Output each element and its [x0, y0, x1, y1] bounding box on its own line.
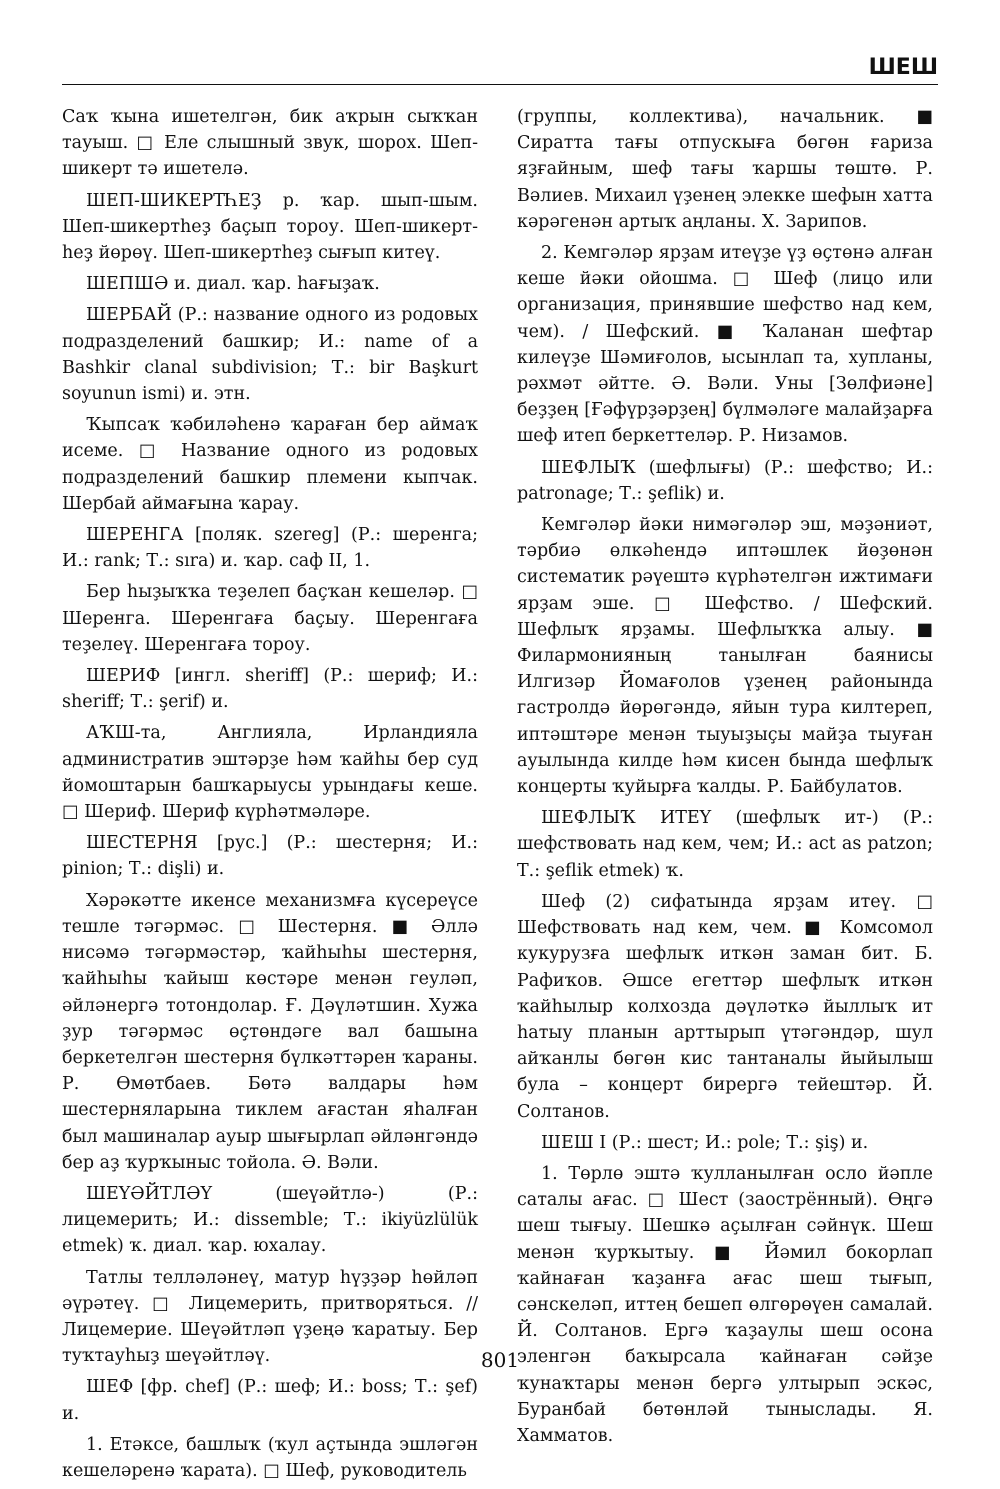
entry-sheflyk: ШЕФЛЫҠ (шефлығы) (Р.: шефство; И.: patronage; Т.: şeflik) и.: [517, 457, 933, 504]
entry-text: Кемгәләр йәки нимәгәләр эш, мәҙәниәт, тәрбиә өлкәһендә иптәшлек йөҙөнән систематик рәүештә күрһәтелгән ижтимағи ярҙам эше. □ Шефство. / Шефский. Шефлыҡ ярҙамы. Шефлыҡҡа алыу. ■ Филармонияның танылған баянисы Илгизәр Йомағолов үҙенең районында гастролдә йөрөгәндә, яйын тура килтереп, иптәштәре менән тыуыҙыҫы майҙа тыуған ауылында килде һәм кисен бында шефлыҡ концерты ҡуйырға ҡалды. Р. Байбулатов.: [517, 515, 933, 798]
entry-text: Бер һыҙыҡҡа теҙелеп баҫҡан кешеләр. □ Шеренга. Шеренгаға баҫыу. Шеренгаға теҙелеү. Шеренгаға тороу.: [62, 582, 478, 655]
entry-shesh-i: ШЕШ I (Р.: шест; И.: pole; Т.: şiş) и.: [541, 1132, 869, 1153]
entry-text: (группы, коллектива), начальник. ■ Сиратта тағы отпускыға бөгөн ғариза яҙғайным, шеф тағы ҡаршы төштө. Р. Вәлиев. Михаил үҙенең элекке шефын хатта кәрәгенән артыҡ аңланы. Х. Зарипов.: [517, 107, 933, 232]
header-rule: [62, 84, 938, 85]
entry-sherif: ШЕРИФ [ингл. sheriff] (Р.: шериф; И.: sheriff; Т.: şerif) и.: [62, 666, 478, 713]
entry-shesternya: ШЕСТЕРНЯ [рус.] (Р.: шестерня; И.: pinion; Т.: dişli) и.: [62, 833, 478, 880]
entry-shep-shikertsez: ШЕП-ШИКЕРТҺЕҘ р. ҡар. шып-шым. Шеп-шикертһеҙ баҫып тороу. Шеп-шикерт-һеҙ йөрөү. Шеп-шикертһеҙ сығып китеү.: [62, 190, 478, 264]
left-column: [62, 104, 478, 1489]
entry-text: Ҡыпсаҡ ҡәбиләһенә ҡараған бер аймаҡ исеме. □ Название одного из родовых подразделений башкир племени кыпчак. Шербай аймағына ҡарау.: [62, 415, 478, 514]
entry-sherbai: ШЕРБАЙ (Р.: название одного из родовых подразделений башкир; И.: name of a Bashkir clanal subdivision; Т.: bir Başkurt soyunun ismi) и. этн.: [62, 305, 478, 405]
entry-text: Шеф (2) сифатында ярҙам итеү. □ Шефствовать над кем, чем. ■ Комсомол кукурузға шефлыҡ иткән заман бит. Б. Рафиҡов. Әшсе егеттәр шефлыҡ иткән ҡайһылыр колхозда дәүләткә йыллыҡ ит һатыу планын арттырып үтәгәндәр, шул айҡанлы бөгөн кис тантаналы йыйылыш була – концерт бирергә тейештәр. Й. Солтанов.: [517, 891, 933, 1122]
entry-text: Хәрәкәтте икенсе механизмға күсереүсе тешле тәгәрмәс. □ Шестерня. ■ Әллә нисәмә тәгәрмәстәр, ҡайһыһы шестерня, ҡайһыһы ҡайыш көстәре менән геуләп, әйләнергә тотондолар. Ғ. Дәүләтшин. Хужа ҙур тәгәрмәс өҫтөндәге вал башына беркетелгән шестерня бүлкәттәрен ҡараны. Р. Өмөтбаев. Бөтә валдары һәм шестерняларына тиклем ағастан яһалған был машиналар ауыр шығырлап әйләнгәндә бер аҙ ҡурҡыныс тойола. Ә. Вәли.: [62, 890, 478, 1173]
entry-sherenga: ШЕРЕНГА [поляк. szereg] (Р.: шеренга; И.: rank; Т.: sıra) и. ҡар. саф II, 1.: [62, 525, 478, 572]
entry-text: 1. Төрлө эштә ҡулланылған осло йәпле саталы ағас. □ Шест (заострённый). Өңгә шеш тығыу. Шешкә аҫылған сәйнүк. Шеш менән ҡурҡытыу. ■ Йәмил бокорлап ҡайнаған ҡаҙанға ағас шеш тығып, сәнскеләп, иттең бешеп өлгөрөүен самалай. Й. Солтанов. Ергә ҡаҙаулы шеш осона эленгән баҡырсала ҡайнаған сәйҙе ҡунаҡтары менән бергә ултырып эскәс, Буранбай бөтөнләй тыныслады. Я. Хамматов.: [517, 1163, 933, 1446]
entry-text: 1. Етәксе, башлыҡ (ҡул аҫтында эшләгән кешеләренә ҡарата). □ Шеф, руководитель: [62, 1434, 478, 1481]
page-number: 801: [480, 1348, 520, 1372]
entry-sheuaitlau: ШЕҮӘЙТЛӘҮ (шеүәйтлә-) (Р.: лицемерить; И.: dissemble; Т.: ikiyüzlülük etmek) ҡ. диал. ҡар. юхалау.: [62, 1183, 478, 1257]
running-header: ШЕШ: [868, 55, 938, 80]
entry-text: 2. Кемгәләр ярҙам итеүҙе үҙ өҫтөнә алған кеше йәки ойошма. □ Шеф (лицо или организация, принявшие шефство над кем, чем). / Шефский. ■ Ҡаланан шефтар килеүҙе Шәмиғолов, ысынлап та, хупланы, рәхмәт әйтте. Ә. Вәли. Уны [Зөлфиәне] беҙҙең [Ғәфүрҙәрҙең] бүлмәләге малайҙарға шеф итеп беркеттеләр. Р. Низамов.: [517, 243, 933, 447]
entry-sheflyk-iteu: ШЕФЛЫҠ ИТЕҮ (шефлыҡ ит-) (Р.: шефствовать над кем, чем; И.: act as patzon; Т.: şeflik etmek) ҡ.: [517, 808, 933, 881]
entry-text: Татлы телләләнеү, матур һүҙҙәр һөйләп әүрәтеү. □ Лицемерить, притворяться. // Лицемерие. Шеүәйтләп үҙеңә ҡаратыу. Бер туҡтауһыҙ шеүәйтләү.: [62, 1267, 478, 1367]
entry-shef: ШЕФ [фр. chef] (Р.: шеф; И.: boss; Т.: şef) и.: [62, 1377, 478, 1424]
right-column: [517, 104, 933, 1454]
entry-shepshe: ШЕПШӘ и. диал. ҡар. һағыҙаҡ.: [86, 274, 380, 295]
entry-text: АҠШ-та, Англияла, Ирландияла административ эштәрҙе һәм ҡайһы бер суд йомоштарын башҡарыусы урындағы кеше. □ Шериф. Шериф күрһәтмәләре.: [62, 723, 478, 823]
entry-text: Саҡ ҡына ишетелгән, бик аҡрын сыҡҡан тауыш. □ Еле слышный звук, шорох. Шеп-шикерт тә ишетелә.: [62, 107, 478, 180]
